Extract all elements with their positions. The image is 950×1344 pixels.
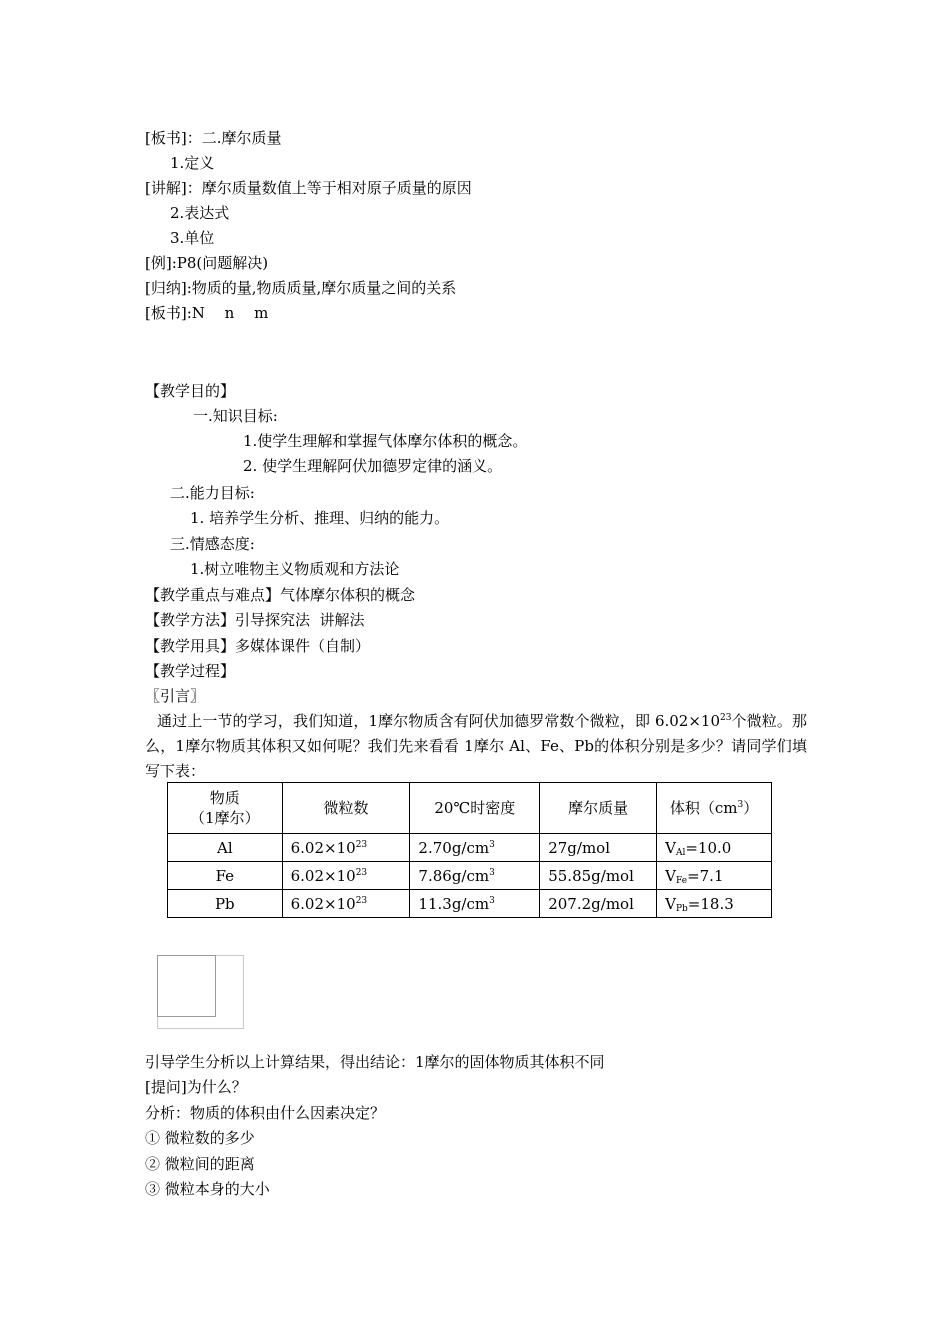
attitude-goals: 三.情感态度: [170,535,255,553]
analysis-line: 分析：物质的体积由什么因素决定？ [145,1104,386,1122]
intro-exponent: 23 [720,713,732,723]
header-molar-mass: 摩尔质量 [540,783,657,834]
header-substance: 物质 （1摩尔） [168,783,283,834]
intro-paragraph [145,709,807,784]
process-heading: 【教学过程】 [145,662,236,680]
board-nnm-line: [板书]:N n m [145,304,269,322]
cell-substance: Al [168,834,283,862]
attitude-goal-1: 1.树立唯物主义物质观和方法论 [190,560,400,578]
intro-text-1: 通过上一节的学习，我们知道，1摩尔物质含有阿伏加德罗常数个微粒，即 6.02×10 [157,712,720,730]
factor-2: ② 微粒间的距离 [145,1155,255,1173]
key-points-line: 【教学重点与难点】气体摩尔体积的概念 [145,586,416,604]
header-particles: 微粒数 [282,783,410,834]
expression-item: 2.表达式 [170,204,230,222]
cell-volume: $V_{Pb}=18.3$ [657,890,772,918]
header-density: 20℃时密度 [410,783,540,834]
ability-goals: 二.能力目标: [170,484,255,502]
tools-line: 【教学用具】多媒体课件（自制） [145,637,371,655]
molar-volume-table [167,782,772,918]
cell-molar-mass: 207.2g/mol [540,890,657,918]
table-row [168,862,772,890]
cell-particles: $6.02\times 10^{23}$ [282,834,410,862]
cell-molar-mass: 55.85g/mol [540,862,657,890]
cell-volume: $V_{Fe}=7.1$ [657,862,772,890]
ability-goal-1: 1. 培养学生分析、推理、归纳的能力。 [190,509,450,527]
header-volume: 体积$(cm^3)$ [657,783,772,834]
cell-particles: $6.02\times 10^{23}$ [282,890,410,918]
intro-heading: 〖引言〗 [145,687,206,705]
question-line: [提问]为什么？ [145,1078,247,1096]
summary-line: [归纳]:物质的量,物质质量,摩尔质量之间的关系 [145,279,457,297]
knowledge-goal-1: 1.使学生理解和掌握气体摩尔体积的概念。 [243,432,528,450]
table-header-row [168,783,772,834]
intro-text-2: 个微粒。那么，1摩尔物质其体积又如何呢？我们先来看看 1摩尔 Al、Fe、Pb的体积分别是多少？请同学们填写下表： [145,712,807,780]
unit-item: 3.单位 [170,229,215,247]
cell-particles: $6.02\times 10^{23}$ [282,862,410,890]
factor-3: ③ 微粒本身的大小 [145,1180,270,1198]
definition-item: 1.定义 [170,154,215,172]
knowledge-goals: 一.知识目标: [193,407,278,425]
conclusion-line: 引导学生分析以上计算结果，得出结论：1摩尔的固体物质其体积不同 [145,1053,605,1071]
cell-density: $11.3g/cm^3$ [410,890,540,918]
objectives-heading: 【教学目的】 [145,382,236,400]
factor-1: ① 微粒数的多少 [145,1129,255,1147]
placeholder-figure-inner [157,955,216,1017]
board-heading: [板书]：二.摩尔质量 [145,129,282,147]
knowledge-goal-2: 2. 使学生理解阿伏加德罗定律的涵义。 [243,457,503,475]
cell-substance: Pb [168,890,283,918]
cell-density: $2.70g/cm^3$ [410,834,540,862]
table-row [168,834,772,862]
table-row [168,890,772,918]
explanation-line: [讲解]：摩尔质量数值上等于相对原子质量的原因 [145,179,472,197]
cell-density: $7.86g/cm^3$ [410,862,540,890]
example-line: [例]:P8(问题解决) [145,254,269,272]
cell-substance: Fe [168,862,283,890]
methods-line: 【教学方法】引导探究法 讲解法 [145,611,365,629]
cell-molar-mass: 27g/mol [540,834,657,862]
cell-volume: $V_{Al}=10.0$ [657,834,772,862]
